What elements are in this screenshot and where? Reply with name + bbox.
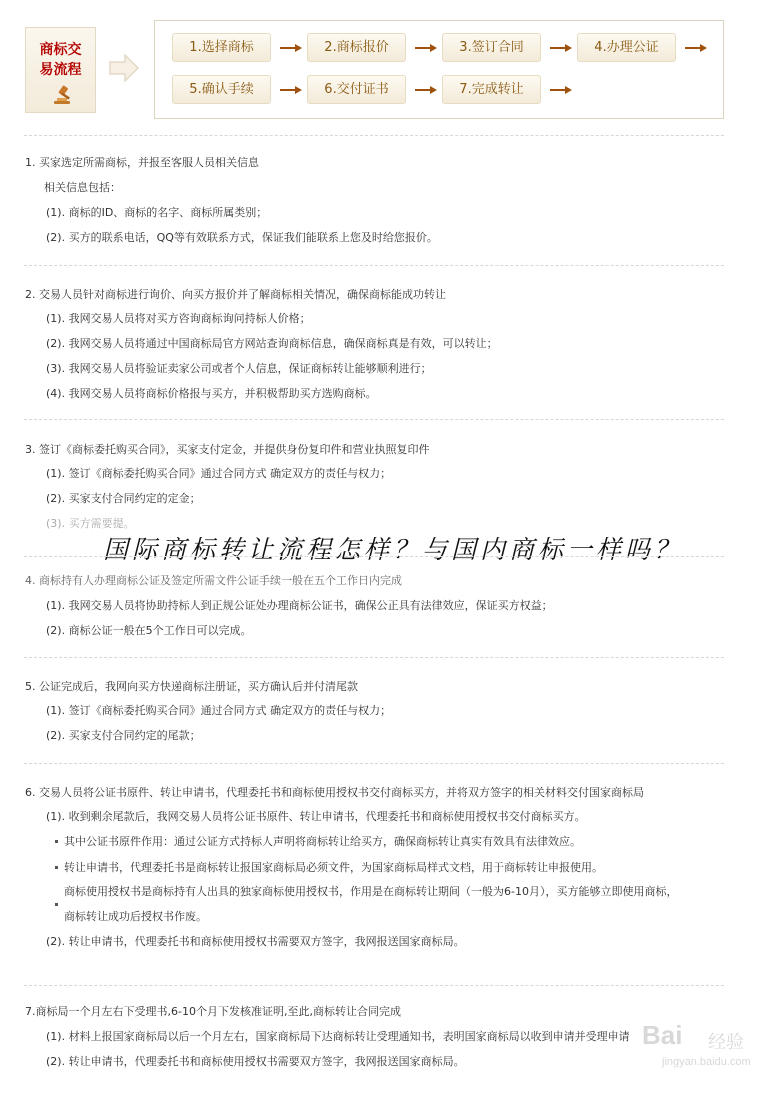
section-6-heading: 6. 交易人员将公证书原件、转让申请书，代理委托书和商标使用授权书交付商标买方，并将双方签字的相关材料交付国家商标局 — [25, 786, 644, 799]
gavel-icon — [51, 84, 73, 106]
baidu-watermark-logo: Bai — [642, 1020, 683, 1050]
step-1[interactable]: 1.选择商标 — [172, 33, 271, 62]
section-4-item: (2). 商标公证一般在5个工作日可以完成。 — [46, 624, 252, 637]
section-7-item: (1). 材料上报国家商标局以后一个月左右，国家商标局下达商标转让受理通知书，表明国家商标局以收到申请并受理申请 — [46, 1030, 630, 1043]
section-2-item: (4). 我网交易人员将商标价格报与买方，并积极帮助买方选购商标。 — [46, 387, 377, 400]
divider — [24, 763, 724, 764]
divider — [24, 985, 724, 986]
arrow-right-icon — [415, 86, 437, 94]
section-6-bullet: 商标使用授权书是商标持有人出具的独家商标使用授权书，作用是在商标转让期间（一般为6-10月），买方能够立即使用商标， — [64, 885, 678, 898]
process-steps-panel — [154, 20, 724, 119]
section-2-item: (3). 我网交易人员将验证卖家公司或者个人信息，保证商标转让能够顺利进行； — [46, 362, 432, 375]
section-7-heading: 7.商标局一个月左右下受理书,6-10个月下发核准证明,至此,商标转让合同完成 — [25, 1005, 401, 1018]
bullet-icon — [55, 866, 58, 869]
arrow-right-icon — [550, 44, 572, 52]
brand-title-line2: 易流程 — [39, 62, 82, 78]
divider — [24, 556, 724, 557]
section-2-item: (2). 我网交易人员将通过中国商标局官方网站查询商标信息，确保商标真是有效，可以转让； — [46, 337, 498, 350]
divider — [24, 419, 724, 420]
section-6-bullet: 其中公证书原件作用：通过公证方式持标人声明将商标转让给买方，确保商标转让真实有效具有法律效应。 — [64, 835, 581, 848]
step-5[interactable]: 5.确认手续 — [172, 75, 271, 104]
brand-title-line1: 商标交 — [39, 42, 82, 58]
overlay-handwritten-title: 国际商标转让流程怎样？与国内商标一样吗？ — [103, 535, 684, 564]
section-6-item: (1). 收到剩余尾款后，我网交易人员将公证书原件、转让申请书，代理委托书和商标使用授权书交付商标买方。 — [46, 810, 586, 823]
section-2-item: (1). 我网交易人员将对买方咨询商标询问持标人价格； — [46, 312, 311, 325]
arrow-right-icon — [685, 44, 707, 52]
section-1-subheading: 相关信息包括： — [44, 181, 121, 194]
section-3-item: (1). 签订《商标委托购买合同》通过合同方式 确定双方的责任与权力； — [46, 467, 392, 480]
step-7[interactable]: 7.完成转让 — [442, 75, 541, 104]
step-4[interactable]: 4.办理公证 — [577, 33, 676, 62]
step-2[interactable]: 2.商标报价 — [307, 33, 406, 62]
section-6-bullet: 转让申请书，代理委托书是商标转让报国家商标局必须文件，为国家商标局样式文档，用于商标转让申报使用。 — [64, 861, 603, 874]
baidu-watermark-suffix: 经验 — [708, 1032, 744, 1053]
section-5-heading: 5. 公证完成后，我网向买方快递商标注册证，买方确认后并付清尾款 — [25, 680, 358, 693]
arrow-right-icon — [415, 44, 437, 52]
section-1-item: (2). 买方的联系电话，QQ等有效联系方式，保证我们能联系上您及时给您报价。 — [46, 231, 438, 244]
trade-process-badge — [25, 27, 96, 113]
step-3[interactable]: 3.签订合同 — [442, 33, 541, 62]
section-3-item: (2). 买家支付合同约定的定金； — [46, 492, 201, 505]
section-5-item: (2). 买家支付合同约定的尾款； — [46, 729, 201, 742]
section-4-heading: 4. 商标持有人办理商标公证及签定所需文件公证手续一般在五个工作日内完成 — [25, 574, 402, 587]
section-1-heading: 1. 买家选定所需商标，并报至客服人员相关信息 — [25, 156, 259, 169]
bullet-icon — [55, 840, 58, 843]
arrow-right-icon — [280, 44, 302, 52]
baidu-watermark-url: jingyan.baidu.com — [662, 1056, 751, 1068]
section-1-item: (1). 商标的ID、商标的名字、商标所属类别； — [46, 206, 268, 219]
bullet-icon — [55, 903, 58, 906]
divider — [24, 135, 724, 136]
divider — [24, 657, 724, 658]
step-6[interactable]: 6.交付证书 — [307, 75, 406, 104]
section-3-heading: 3. 签订《商标委托购买合同》，买家支付定金，并提供身份复印件和营业执照复印件 — [25, 443, 430, 456]
arrow-right-icon — [280, 86, 302, 94]
section-6-bullet-continued: 商标转让成功后授权书作废。 — [64, 910, 207, 923]
arrow-right-icon — [550, 86, 572, 94]
section-5-item: (1). 签订《商标委托购买合同》通过合同方式 确定双方的责任与权力； — [46, 704, 392, 717]
divider — [24, 265, 724, 266]
section-2-heading: 2. 交易人员针对商标进行询价、向买方报价并了解商标相关情况，确保商标能成功转让 — [25, 288, 446, 301]
section-7-item: (2). 转让申请书，代理委托书和商标使用授权书需要双方签字，我网报送国家商标局。 — [46, 1055, 465, 1068]
section-3-item: (3). 买方需要提。 — [46, 517, 135, 530]
section-6-item: (2). 转让申请书，代理委托书和商标使用授权书需要双方签字，我网报送国家商标局。 — [46, 935, 465, 948]
section-4-item: (1). 我网交易人员将协助持标人到正规公证处办理商标公证书，确保公正具有法律效应，保证买方权益； — [46, 599, 553, 612]
large-arrow-icon — [108, 53, 140, 83]
